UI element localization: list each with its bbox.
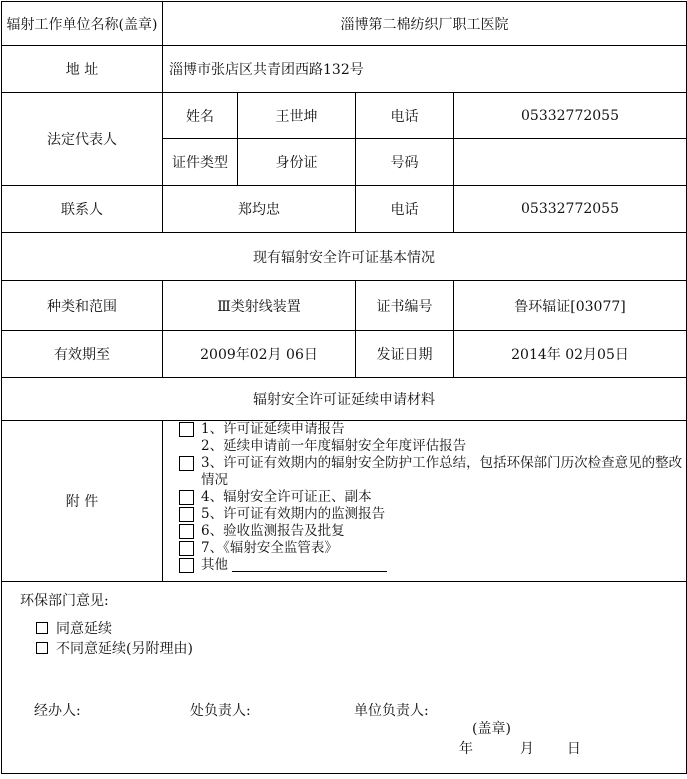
id-number-value [454, 139, 687, 186]
agree-checkbox[interactable] [36, 622, 48, 634]
phone-value: 05332772055 [454, 93, 687, 139]
attachments-label: 附 件 [2, 421, 163, 582]
issue-date-label: 发证日期 [356, 331, 454, 378]
contact-phone-label: 电话 [356, 186, 454, 233]
contact-phone-value: 05332772055 [454, 186, 687, 233]
attachments-cell [163, 421, 687, 582]
phone-label: 电话 [356, 93, 454, 139]
address-value: 淄博市张店区共青团西路132号 [163, 46, 687, 93]
attachment-checkbox[interactable] [179, 558, 194, 573]
opinion-agree-option[interactable]: 同意延续 [36, 618, 112, 638]
unit-name-value: 淄博第二棉纺织厂职工医院 [163, 2, 687, 46]
legal-rep-label: 法定代表人 [2, 93, 163, 186]
attachment-item: 3、许可证有效期内的辐射安全防护工作总结，包括环保部门历次检查意见的整改情况 [163, 455, 686, 489]
dept-head-label: 处负责人: [190, 703, 251, 719]
day-label: 日 [566, 741, 581, 757]
attachment-checkbox[interactable] [179, 490, 194, 505]
opinion-section [2, 582, 687, 774]
opinion-title: 环保部门意见: [20, 593, 109, 609]
contact-value: 郑均忠 [163, 186, 356, 233]
attachment-item: 5、许可证有效期内的监测报告 [163, 506, 686, 523]
unit-name-label: 辐射工作单位名称(盖章) [2, 2, 163, 46]
cert-no-value: 鲁环辐证[03077] [454, 281, 687, 331]
materials-title: 辐射安全许可证延续申请材料 [2, 378, 687, 421]
handler-label: 经办人: [34, 703, 81, 719]
issue-date-value: 2014年 02月05日 [454, 331, 687, 378]
valid-until-value: 2009年02月 06日 [163, 331, 356, 378]
attachment-item: 2、延续申请前一年度辐射安全年度评估报告 [201, 438, 467, 454]
license-section-title: 现有辐射安全许可证基本情况 [2, 233, 687, 281]
unit-head-label: 单位负责人: [354, 703, 429, 719]
date-line [459, 738, 581, 758]
attachment-checkbox[interactable] [179, 541, 194, 556]
contact-label: 联系人 [2, 186, 163, 233]
month-label: 月 [519, 741, 534, 757]
address-label: 地 址 [2, 46, 163, 93]
category-value: Ⅲ类射线装置 [163, 281, 356, 331]
year-label: 年 [459, 741, 473, 757]
seal-label: (盖章) [472, 721, 511, 737]
attachment-checkbox[interactable] [179, 422, 194, 437]
category-label: 种类和范围 [2, 281, 163, 331]
id-type-value: 身份证 [238, 139, 356, 186]
name-label: 姓名 [163, 93, 238, 139]
opinion-disagree-option[interactable]: 不同意延续(另附理由) [36, 638, 193, 658]
attachment-item: 6、验收监测报告及批复 [163, 523, 686, 540]
id-type-label: 证件类型 [163, 139, 238, 186]
attachment-checkbox[interactable] [179, 524, 194, 539]
other-blank-line[interactable] [232, 557, 387, 572]
valid-until-label: 有效期至 [2, 331, 163, 378]
id-number-label: 号码 [356, 139, 454, 186]
attachment-item: 其他 [163, 557, 686, 574]
attachment-checkbox[interactable] [179, 456, 194, 471]
attachment-item: 4、辐射安全许可证正、副本 [163, 489, 686, 506]
application-form [1, 1, 687, 774]
name-value: 王世坤 [238, 93, 356, 139]
attachment-item: 1、许可证延续申请报告 [163, 421, 686, 438]
attachment-checkbox[interactable] [179, 507, 194, 522]
attachment-item: 7、《辐射安全监管表》 [163, 540, 686, 557]
attachments-list [163, 421, 686, 574]
disagree-checkbox[interactable] [36, 642, 48, 654]
cert-no-label: 证书编号 [356, 281, 454, 331]
